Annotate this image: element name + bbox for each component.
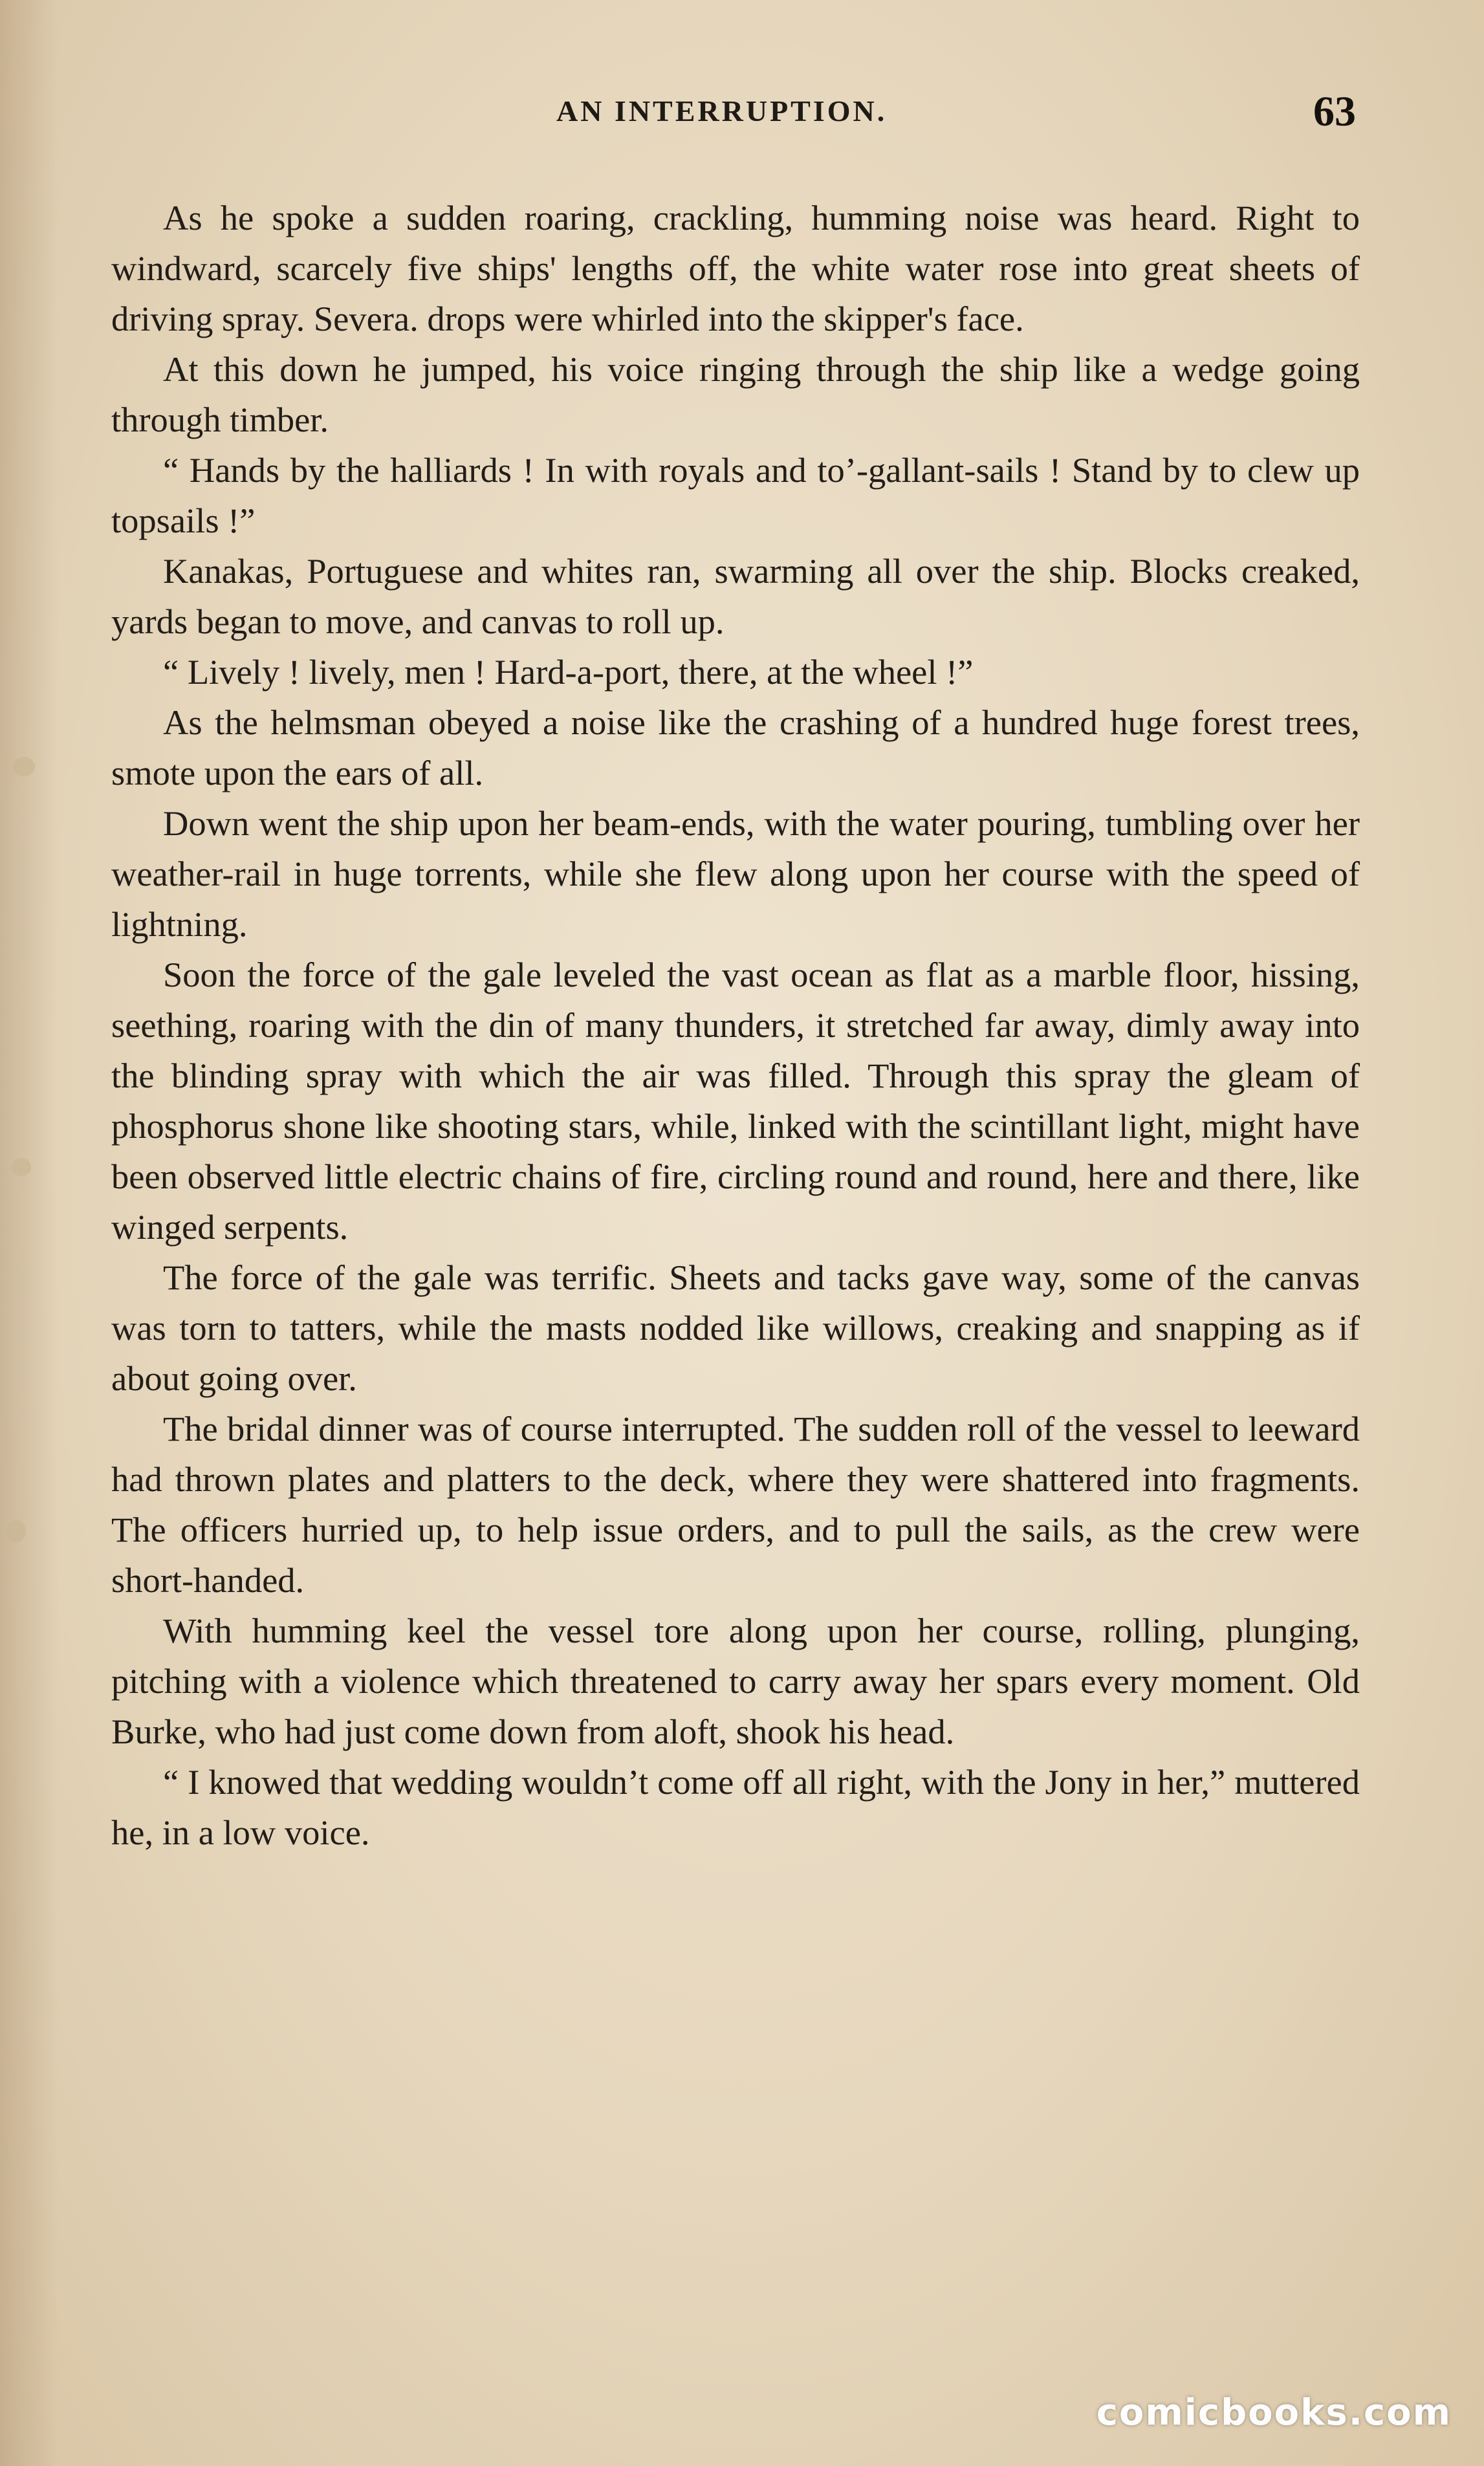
chapter-title: AN INTERRUPTION. bbox=[556, 94, 888, 127]
paper-speck bbox=[6, 1520, 26, 1542]
paragraph: The force of the gale was terrific. Sheets and tacks gave way, some of the canvas was torn to tatters, while the masts nodded like willows, creaking and snapping as if about going over. bbox=[111, 1258, 1360, 1398]
paragraph: Soon the force of the gale leveled the vast ocean as flat as a marble floor, hissing, seething, roaring with the din of many thunders, it stretched far away, dimly away into the blinding spray with which the air was filled. Through this spray the gleam of phosphorus shone like shooting stars, while, linked with the scintillant light, might have been observed little electric chains of fire, circling round and round, here and there, like winged serpents. bbox=[111, 955, 1360, 1247]
paragraph: At this down he jumped, his voice ringing through the ship like a wedge going through timber. bbox=[111, 349, 1360, 439]
paragraph: As he spoke a sudden roaring, crackling, humming noise was heard. Right to windward, scarcely five ships' lengths off, the white water rose into great sheets of driving spray. Severa. drops were whirled into the skipper's face. bbox=[111, 198, 1360, 338]
body-text bbox=[111, 193, 1360, 1858]
paragraph: As the helmsman obeyed a noise like the crashing of a hundred huge forest trees, smote upon the ears of all. bbox=[111, 703, 1360, 792]
paragraph: “ I knowed that wedding wouldn’t come off all right, with the Jony in her,” muttered he, in a low voice. bbox=[111, 1762, 1360, 1852]
paper-speck bbox=[13, 757, 35, 776]
watermark: comicbooks.com bbox=[1096, 2392, 1452, 2434]
paragraph: Down went the ship upon her beam-ends, with the water pouring, tumbling over her weather-rail in huge torrents, while she flew along upon her course with the speed of lightning. bbox=[111, 803, 1360, 944]
running-header bbox=[0, 87, 1484, 146]
paragraph: “ Hands by the halliards ! In with royals and to’-gallant-sails ! Stand by to clew up topsails !” bbox=[111, 450, 1360, 540]
paragraph: The bridal dinner was of course interrupted. The sudden roll of the vessel to leeward had thrown plates and platters to the deck, where they were shattered into fragments. The officers hurried up, to help issue orders, and to pull the sails, as the crew were short-handed. bbox=[111, 1409, 1360, 1600]
paragraph: Kanakas, Portuguese and whites ran, swarming all over the ship. Blocks creaked, yards began to move, and canvas to roll up. bbox=[111, 551, 1360, 641]
page-number: 63 bbox=[1313, 88, 1356, 135]
paragraph: “ Lively ! lively, men ! Hard-a-port, there, at the wheel !” bbox=[163, 652, 974, 692]
paragraph: With humming keel the vessel tore along upon her course, rolling, plunging, pitching with a violence which threatened to carry away her spars every moment. Old Burke, who had just come down from aloft, shook his head. bbox=[111, 1611, 1360, 1751]
paper-speck bbox=[12, 1158, 31, 1176]
